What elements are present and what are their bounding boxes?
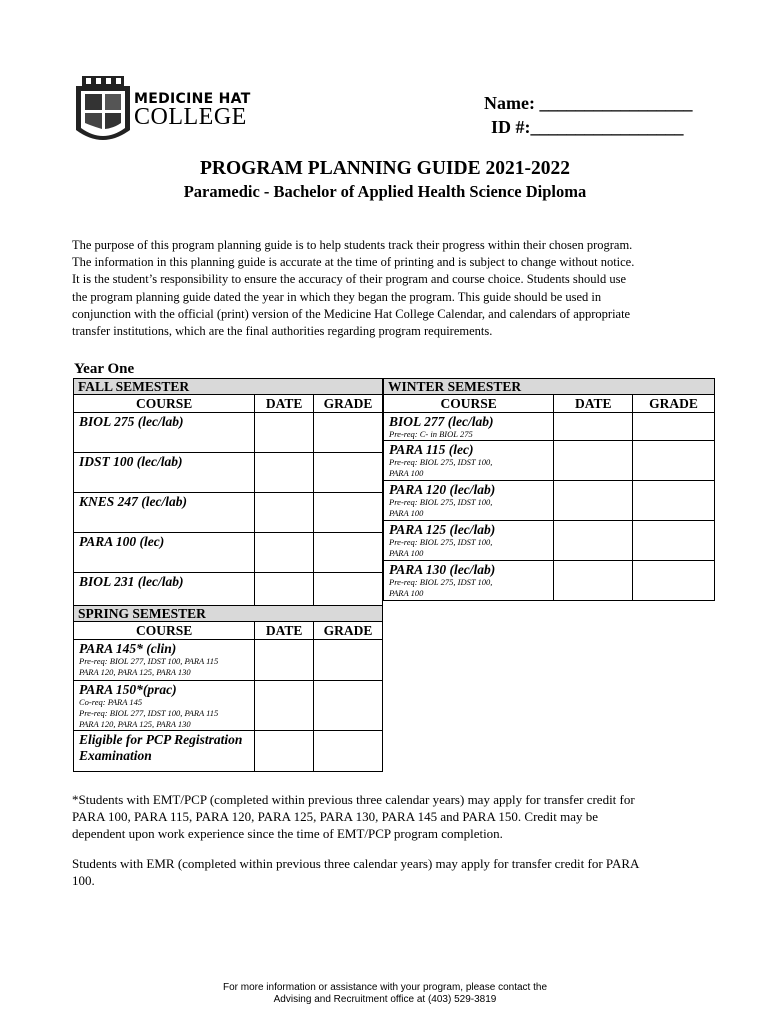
logo-name-line1: MEDICINE HAT: [134, 91, 251, 107]
prereq-text: Pre-req: BIOL 275, IDST 100,: [389, 577, 493, 587]
intro-line: transfer institutions, which are the final authorities regarding program requirements.: [72, 324, 493, 339]
date-cell[interactable]: [255, 493, 314, 533]
emr-credit-note: [72, 855, 702, 889]
course-name: PARA 125 (lec/lab): [389, 522, 496, 537]
course-cell: [384, 521, 554, 561]
prereq-text: Pre-req: BIOL 275, IDST 100,: [389, 497, 493, 507]
winter-semester-heading: WINTER SEMESTER: [384, 379, 715, 395]
course-cell: [384, 441, 554, 481]
grade-column-header: GRADE: [314, 395, 383, 413]
course-name: BIOL 277 (lec/lab): [389, 414, 494, 429]
course-name: Eligible for PCP Registration: [79, 732, 243, 747]
grade-cell[interactable]: [314, 640, 383, 681]
table-row: [74, 413, 383, 453]
footer-contact: [0, 982, 770, 1006]
intro-line: the program planning guide dated the year in which they began the program. This guide should be used in: [72, 289, 602, 304]
prereq-text: PARA 120, PARA 125, PARA 130: [79, 719, 191, 729]
prereq-text: PARA 120, PARA 125, PARA 130: [79, 667, 191, 677]
course-name: PARA 130 (lec/lab): [389, 562, 496, 577]
table-row: [384, 561, 715, 601]
course-name: PARA 150*(prac): [79, 682, 177, 697]
grade-cell[interactable]: [633, 413, 715, 441]
coreq-text: Co-req: PARA 145: [79, 697, 143, 707]
table-row: [384, 481, 715, 521]
grade-cell[interactable]: [314, 413, 383, 453]
grade-cell[interactable]: [314, 681, 383, 731]
course-cell: [74, 640, 255, 681]
prereq-text: PARA 100: [389, 468, 424, 478]
date-cell[interactable]: [255, 640, 314, 681]
intro-line: conjunction with the official (print) version of the Medicine Hat College Calendar, and calendars of appropriate: [72, 306, 631, 321]
date-cell[interactable]: [255, 413, 314, 453]
course-cell: [74, 453, 255, 493]
date-column-header: DATE: [255, 395, 314, 413]
note-line: PARA 100, PARA 115, PARA 120, PARA 125, PARA 130, PARA 145 and PARA 150. Credit may be: [72, 809, 599, 824]
grade-cell[interactable]: [314, 493, 383, 533]
intro-line: It is the student’s responsibility to ensure the accuracy of their program and course choice. Students should use: [72, 272, 627, 287]
date-column-header: DATE: [554, 395, 633, 413]
course-name: PARA 100 (lec): [79, 534, 165, 549]
table-row: [384, 413, 715, 441]
winter-semester-table: [383, 378, 715, 601]
date-cell[interactable]: [554, 561, 633, 601]
footer-line: For more information or assistance with your program, please contact the: [222, 982, 548, 993]
footer-line: Advising and Recruitment office at (403) 529-3819: [273, 994, 497, 1005]
logo-name-line2: COLLEGE: [134, 104, 247, 130]
note-line: *Students with EMT/PCP (completed within previous three calendar years) may apply for transfer credit for: [72, 792, 635, 807]
date-cell[interactable]: [554, 413, 633, 441]
grade-cell[interactable]: [633, 481, 715, 521]
prereq-text: Pre-req: BIOL 277, IDST 100, PARA 115: [79, 708, 219, 718]
prereq-text: Pre-req: C- in BIOL 275: [389, 429, 473, 439]
grade-column-header: GRADE: [633, 395, 715, 413]
date-cell[interactable]: [255, 731, 314, 772]
course-name: KNES 247 (lec/lab): [79, 494, 187, 509]
page-subtitle: Paramedic - Bachelor of Applied Health Science Diploma: [183, 182, 587, 201]
prereq-text: PARA 100: [389, 508, 424, 518]
date-cell[interactable]: [255, 453, 314, 493]
course-name: PARA 145* (clin): [79, 641, 177, 656]
prereq-text: PARA 100: [389, 548, 424, 558]
course-name: PARA 115 (lec): [389, 442, 474, 457]
prereq-text: Pre-req: BIOL 275, IDST 100,: [389, 457, 493, 467]
table-row: [74, 453, 383, 493]
grade-column-header: GRADE: [314, 622, 383, 640]
course-cell: [74, 681, 255, 731]
intro-line: The information in this planning guide is accurate at the time of printing and is subject to change without notice.: [72, 255, 635, 270]
crest-icon: [72, 74, 134, 152]
date-cell[interactable]: [255, 681, 314, 731]
table-row: [384, 441, 715, 481]
prereq-text: Pre-req: BIOL 277, IDST 100, PARA 115: [79, 656, 219, 666]
intro-paragraph: [72, 237, 702, 340]
course-cell: [384, 481, 554, 521]
note-line: Students with EMR (completed within previous three calendar years) may apply for transfer credit for PARA: [72, 856, 640, 871]
year-heading: Year One: [74, 361, 135, 377]
course-name: BIOL 231 (lec/lab): [79, 574, 184, 589]
table-row: [74, 640, 383, 681]
grade-cell[interactable]: [314, 533, 383, 573]
date-cell[interactable]: [554, 481, 633, 521]
page-title: PROGRAM PLANNING GUIDE 2021-2022: [200, 158, 570, 179]
table-row: [74, 731, 383, 772]
course-name: BIOL 275 (lec/lab): [79, 414, 184, 429]
course-column-header: COURSE: [74, 395, 255, 413]
transfer-credit-note: [72, 791, 702, 842]
grade-cell[interactable]: [633, 441, 715, 481]
prereq-text: PARA 100: [389, 588, 424, 598]
table-row: [74, 533, 383, 573]
date-cell[interactable]: [554, 521, 633, 561]
course-name: PARA 120 (lec/lab): [389, 482, 496, 497]
date-cell[interactable]: [255, 533, 314, 573]
intro-line: The purpose of this program planning guide is to help students track their progress within their chosen program.: [72, 238, 633, 252]
course-name: Examination: [79, 748, 152, 763]
course-column-header: COURSE: [74, 622, 255, 640]
grade-cell[interactable]: [314, 453, 383, 493]
grade-cell[interactable]: [633, 561, 715, 601]
course-cell: [74, 413, 255, 453]
prereq-text: Pre-req: BIOL 275, IDST 100,: [389, 537, 493, 547]
course-cell: [384, 561, 554, 601]
spring-semester-table: [73, 605, 383, 772]
course-cell: [74, 533, 255, 573]
course-cell: [74, 493, 255, 533]
spring-semester-heading: SPRING SEMESTER: [74, 606, 383, 622]
date-column-header: DATE: [255, 622, 314, 640]
grade-cell[interactable]: [633, 521, 715, 561]
course-cell: [384, 413, 554, 441]
fall-semester-heading: FALL SEMESTER: [74, 379, 383, 395]
table-row: [384, 521, 715, 561]
course-name: IDST 100 (lec/lab): [79, 454, 183, 469]
note-line: 100.: [72, 873, 95, 888]
table-row: [74, 681, 383, 731]
student-name-field[interactable]: Name: _________________: [484, 93, 693, 113]
fall-semester-table: [73, 378, 383, 613]
grade-cell[interactable]: [314, 731, 383, 772]
student-id-field[interactable]: ID #:_________________: [491, 117, 684, 137]
course-column-header: COURSE: [384, 395, 554, 413]
date-cell[interactable]: [554, 441, 633, 481]
note-line: dependent upon work experience since the time of EMT/PCP program completion.: [72, 826, 503, 841]
course-cell: [74, 731, 255, 772]
table-row: [74, 493, 383, 533]
